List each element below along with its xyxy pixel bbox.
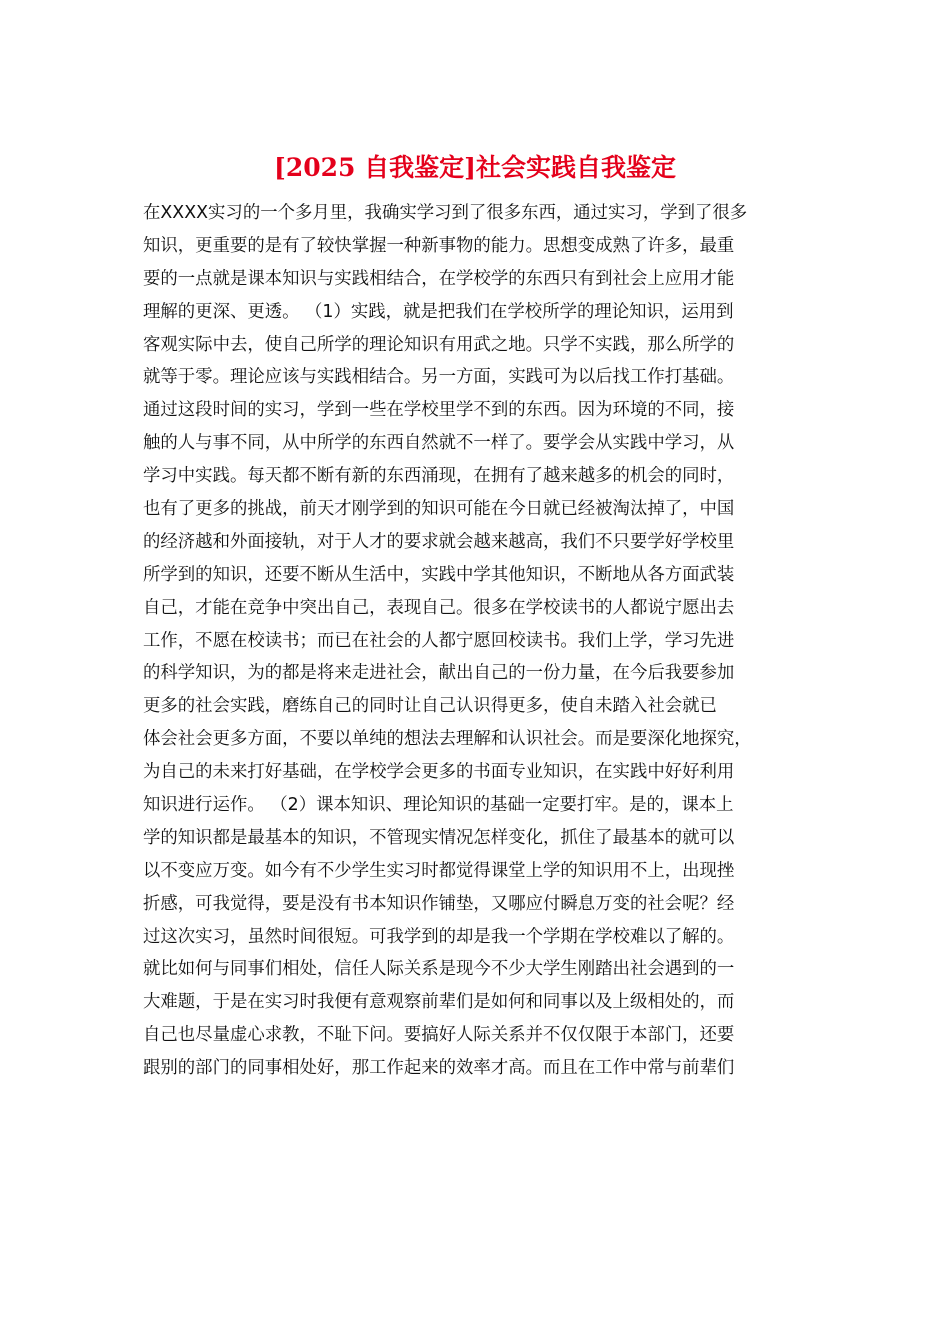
body-line: 通过这段时间的实习，学到一些在学校里学不到的东西。因为环境的不同，接 [143, 400, 735, 421]
body-line: 理解的更深、更透。 （1）实践，就是把我们在学校所学的理论知识，运用到 [143, 301, 734, 322]
body-line: 客观实际中去，使自己所学的理论知识有用武之地。只学不实践，那么所学的 [143, 334, 735, 355]
body-line: 知识进行运作。 （2）课本知识、理论知识的基础一定要打牢。是的，课本上 [143, 795, 734, 816]
body-line: 自己，才能在竞争中突出自己，表现自己。很多在学校读书的人都说宁愿出去 [143, 597, 735, 618]
body-line: 在XXXX实习的一个多月里，我确实学习到了很多东西，通过实习，学到了很多 [143, 203, 748, 223]
body-line: 要的一点就是课本知识与实践相结合，在学校学的东西只有到社会上应用才能 [143, 268, 735, 289]
body-line: 工作，不愿在校读书；而已在社会的人都宁愿回校读书。我们上学，学习先进 [143, 630, 735, 651]
body-line: 的经济越和外面接轨，对于人才的要求就会越来越高，我们不只要学好学校里 [143, 531, 735, 552]
body-line: 的科学知识，为的都是将来走进社会，献出自己的一份力量，在今后我要参加 [143, 663, 735, 684]
body-line: 就等于零。理论应该与实践相结合。另一方面，实践可为以后找工作打基础。 [143, 367, 735, 388]
body-line: 跟别的部门的同事相处好，那工作起来的效率才高。而且在工作中常与前辈们 [143, 1058, 735, 1079]
document-body [143, 197, 813, 1085]
body-line: 折感，可我觉得，要是没有书本知识作铺垫，又哪应付瞬息万变的社会呢？经 [143, 893, 735, 914]
body-line: 也有了更多的挑战，前天才刚学到的知识可能在今日就已经被淘汰掉了，中国 [143, 499, 735, 520]
body-line: 为自己的未来打好基础，在学校学会更多的书面专业知识，在实践中好好利用 [143, 762, 735, 783]
body-line: 以不变应万变。如今有不少学生实习时都觉得课堂上学的知识用不上，出现挫 [143, 860, 735, 881]
body-line: 过这次实习，虽然时间很短。可我学到的却是我一个学期在学校难以了解的。 [143, 926, 735, 947]
body-line: 所学到的知识，还要不断从生活中，实践中学其他知识，不断地从各方面武装 [143, 564, 735, 585]
body-line: 学习中实践。每天都不断有新的东西涌现，在拥有了越来越多的机会的同时， [143, 466, 735, 487]
body-line: 知识，更重要的是有了较快掌握一种新事物的能力。思想变成熟了许多，最重 [143, 235, 735, 256]
body-line: 更多的社会实践，磨练自己的同时让自己认识得更多，使自未踏入社会就已 [143, 696, 717, 717]
body-line: 体会社会更多方面，不要以单纯的想法去理解和认识社会。而是要深化地探究， [143, 729, 752, 750]
body-line: 自己也尽量虚心求教，不耻下问。要搞好人际关系并不仅仅限于本部门，还要 [143, 1025, 735, 1046]
document-title: [2025 自我鉴定]社会实践自我鉴定 [274, 153, 676, 182]
body-line: 大难题，于是在实习时我便有意观察前辈们是如何和同事以及上级相处的，而 [143, 992, 735, 1013]
body-line: 就比如何与同事们相处，信任人际关系是现今不少大学生刚踏出社会遇到的一 [143, 959, 735, 980]
body-line: 触的人与事不同，从中所学的东西自然就不一样了。要学会从实践中学习，从 [143, 433, 735, 454]
body-line: 学的知识都是最基本的知识，不管现实情况怎样变化，抓住了最基本的就可以 [143, 827, 735, 848]
